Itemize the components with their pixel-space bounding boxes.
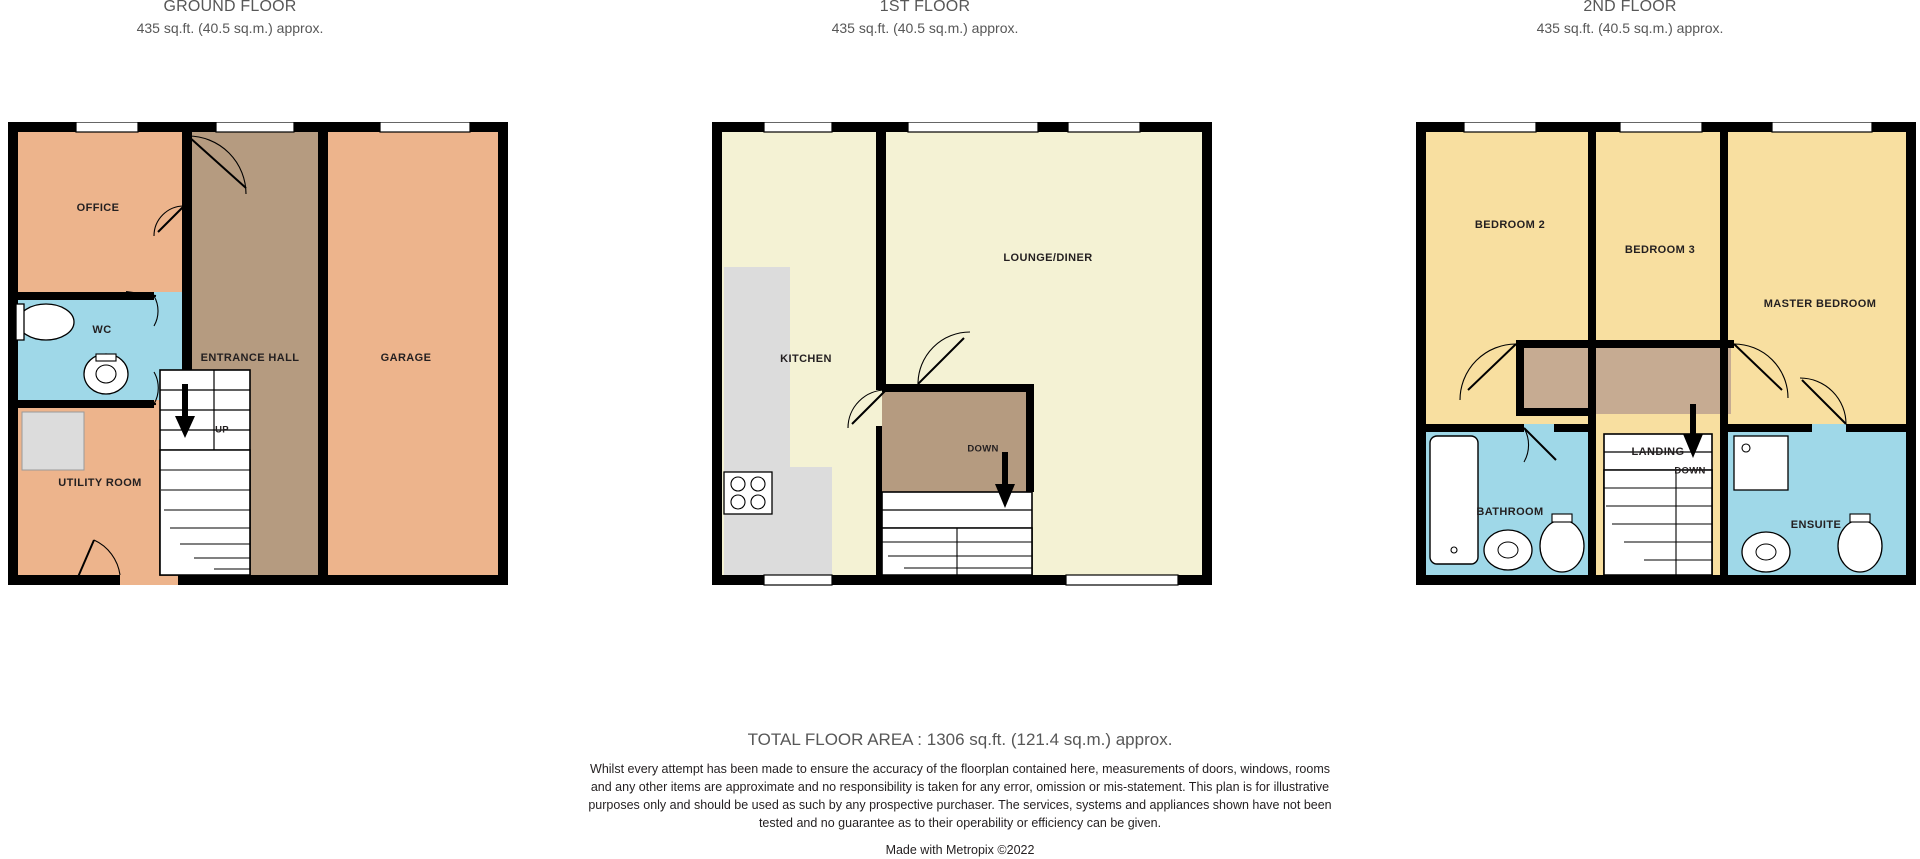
floor-area: 435 sq.ft. (40.5 sq.m.) approx. <box>136 20 324 37</box>
stairs-direction-down: DOWN <box>1674 465 1706 477</box>
floor-title: 2ND FLOOR <box>1583 0 1677 15</box>
floor-heading-first <box>735 0 1115 36</box>
room-label-kitchen: KITCHEN <box>780 353 832 365</box>
floor-heading-second <box>1440 0 1820 36</box>
floor-area: 435 sq.ft. (40.5 sq.m.) approx. <box>831 20 1019 37</box>
room-label-bedroom-3: BEDROOM 3 <box>1624 244 1696 256</box>
metropix-credit: Made with Metropix ©2022 <box>885 843 1035 857</box>
room-label-landing: LANDING <box>1631 446 1685 458</box>
room-label-wc: WC <box>92 324 112 336</box>
room-label-entrance-hall: ENTRANCE HALL <box>200 352 300 364</box>
total-floor-area: TOTAL FLOOR AREA : 1306 sq.ft. (121.4 sq.m.) approx. <box>747 730 1173 749</box>
floor-title: GROUND FLOOR <box>163 0 297 15</box>
room-label-master-bedroom: MASTER BEDROOM <box>1763 298 1877 310</box>
room-label-garage: GARAGE <box>380 352 432 364</box>
room-label-ensuite: ENSUITE <box>1790 519 1842 531</box>
room-label-utility-room: UTILITY ROOM <box>58 477 142 489</box>
room-label-bedroom-2: BEDROOM 2 <box>1474 219 1546 231</box>
room-label-lounge-diner: LOUNGE/DINER <box>1003 252 1093 264</box>
floor-title: 1ST FLOOR <box>879 0 971 15</box>
room-label-bathroom: BATHROOM <box>1476 506 1544 518</box>
disclaimer-text: Whilst every attempt has been made to ensure the accuracy of the floorplan contained here, measurements of doors, windows, rooms and any other items are approximate and no responsibility is taken for any error, omission or mis-statement. This plan is for illustrative purposes only and should be used as such by any prospective purchaser. The services, systems and appliances shown have not been tested and no guarantee as to their operability or efficiency can be given. <box>588 762 1332 831</box>
floor-heading-ground <box>40 0 420 36</box>
floor-area: 435 sq.ft. (40.5 sq.m.) approx. <box>1536 20 1724 37</box>
stairs-direction-up: UP <box>215 424 229 436</box>
stairs-direction-down: DOWN <box>967 443 999 455</box>
room-label-office: OFFICE <box>76 202 120 214</box>
